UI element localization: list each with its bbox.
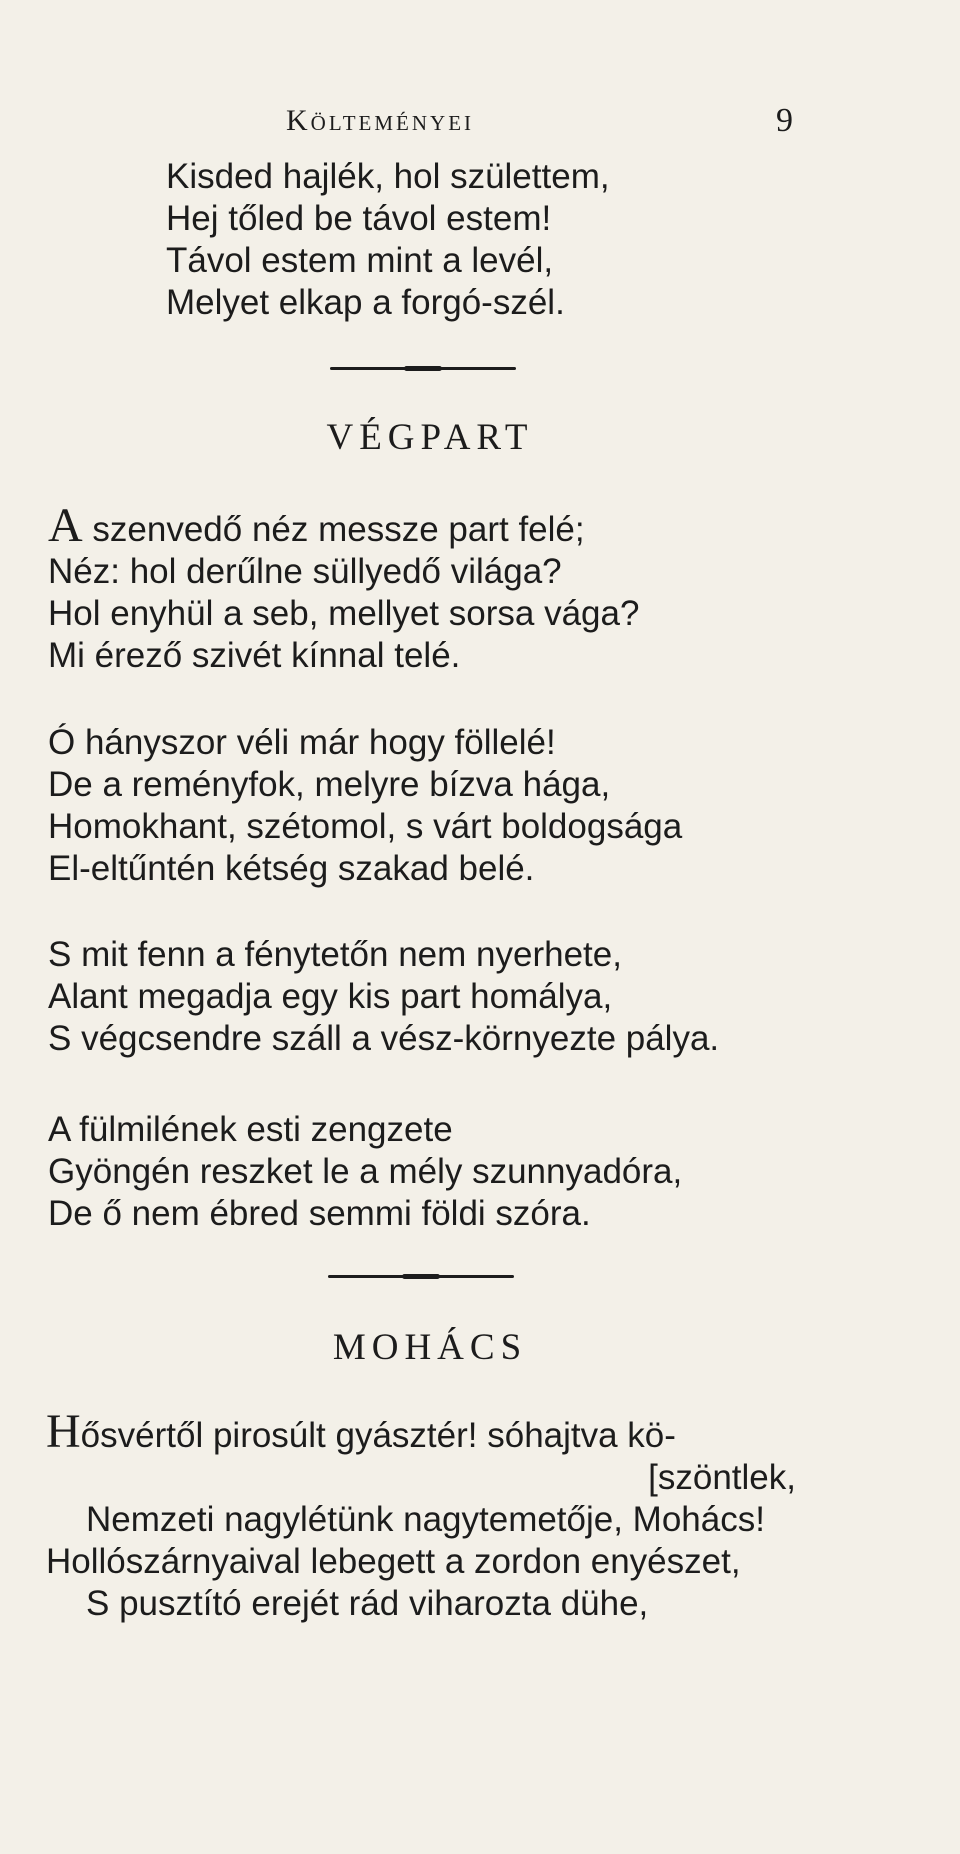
poem-line: De a reményfok, melyre bízva hága, [48, 765, 611, 804]
poem-line: Mi érező szivét kínnal telé. [48, 636, 461, 675]
poem-line: S végcsendre száll a vész-környezte pálya. [48, 1019, 720, 1058]
vegpart-stanza-4 [48, 1109, 682, 1235]
section-divider [328, 1275, 514, 1278]
poem-line: Néz: hol derűlne süllyedő világa? [48, 552, 562, 591]
poem-line: Ó hányszor véli már hogy föllelé! [48, 723, 556, 762]
poem-line: Melyet elkap a forgó-szél. [166, 283, 565, 322]
opening-stanza [166, 156, 610, 324]
vegpart-stanza-1 [48, 499, 640, 677]
poem-line-rest: szenvedő néz messze part felé; [82, 510, 585, 549]
poem-line: Alant megadja egy kis part homálya, [48, 977, 613, 1016]
poem-line-rest: ősvértől pirosúlt gyásztér! sóhajtva kö- [80, 1416, 676, 1455]
poem-line: Homokhant, szétomol, s várt boldogsága [48, 807, 683, 846]
section-divider [330, 367, 516, 370]
poem-line-continuation: [szöntlek, [648, 1458, 796, 1497]
poem-line: Hej tőled be távol estem! [166, 199, 552, 238]
poem-title-mohacs: MOHÁCS [332, 1327, 528, 1368]
poem-line: Hol enyhül a seb, mellyet sorsa vága? [48, 594, 640, 633]
page-number: 9 [776, 102, 793, 139]
poem-line: S mit fenn a fénytetőn nem nyerhete, [48, 935, 622, 974]
vegpart-stanza-2 [48, 722, 682, 890]
poem-line [48, 499, 639, 552]
poem-line [46, 1405, 796, 1458]
poem-line: A fülmilének esti zengzete [48, 1110, 453, 1149]
poem-line: Kisded hajlék, hol születtem, [166, 157, 610, 196]
initial-letter: A [48, 499, 83, 552]
poem-line: Hollószárnyaival lebegett a zordon enyészet, [46, 1542, 741, 1581]
poem-title-vegpart: VÉGPART [326, 417, 534, 458]
initial-letter: H [46, 1405, 81, 1458]
poem-line: De ő nem ébred semmi földi szóra. [48, 1194, 591, 1233]
poem-line: Nemzeti nagylétünk nagytemetője, Mohács! [86, 1500, 765, 1539]
running-head-title: Költeményei [286, 104, 475, 137]
vegpart-stanza-3 [48, 934, 719, 1060]
poem-line: Távol estem mint a levél, [166, 241, 554, 280]
poem-line: Gyöngén reszket le a mély szunnyadóra, [48, 1152, 683, 1191]
poem-line: S pusztító erejét rád viharozta dühe, [86, 1584, 649, 1623]
running-head [0, 104, 960, 148]
poem-line: El-eltűntén kétség szakad belé. [48, 849, 535, 888]
mohacs-stanza [46, 1405, 796, 1625]
